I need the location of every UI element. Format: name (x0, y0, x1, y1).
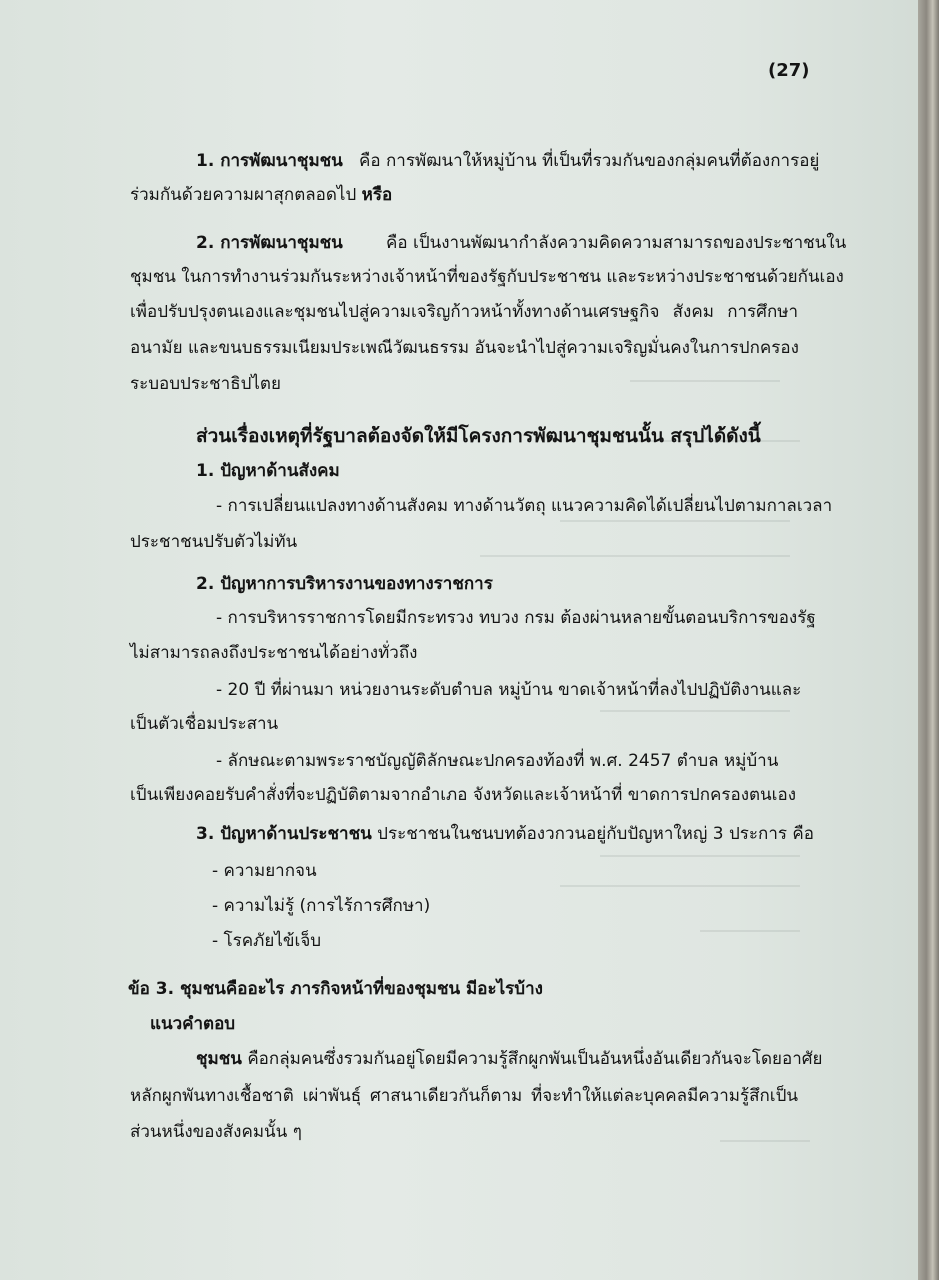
definition-2-label: 2. การพัฒนาชุมชน (196, 233, 343, 253)
problem-1-line-1: - การเปลี่ยนแปลงทางด้านสังคม ทางด้านวัตถุ แนวความคิดได้เปลี่ยนไปตามกาลเวลา (216, 496, 833, 516)
problem-2-title: 2. ปัญหาการบริหารงานของทางราชการ (196, 574, 493, 594)
definition-2-line-1 (196, 232, 846, 254)
problem-2b-line-2: เป็นตัวเชื่อมประสาน (130, 714, 279, 734)
problem-2c-line-2: เป็นเพียงคอยรับคำสั่งที่จะปฏิบัติตามจากอำเภอ จังหวัดและเจ้าหน้าที่ ขาดการปกครองตนเอง (130, 785, 796, 805)
bleed-through-mark (720, 1140, 810, 1142)
bleed-through-mark (480, 555, 790, 557)
definition-1-text: คือ การพัฒนาให้หมู่บ้าน ที่เป็นที่รวมกันของกลุ่มคนที่ต้องการอยู่ (359, 151, 820, 171)
bleed-through-mark (700, 930, 800, 932)
bleed-through-mark (600, 710, 790, 712)
definition-2-text: คือ เป็นงานพัฒนากำลังความคิดความสามารถของประชาชนใน (386, 233, 847, 253)
problem-3-text: ประชาชนในชนบทต้องวกวนอยู่กับปัญหาใหญ่ 3 ประการ คือ (377, 824, 814, 844)
bleed-through-mark (560, 520, 790, 522)
problem-3-title: 3. ปัญหาด้านประชาชน (196, 824, 372, 844)
problem-3-item-poverty: - ความยากจน (212, 861, 317, 881)
bleed-through-mark (560, 885, 800, 887)
problem-2a-line-1: - การบริหารราชการโดยมีกระทรวง ทบวง กรม ต้องผ่านหลายขั้นตอนบริการของรัฐ (216, 608, 816, 628)
problem-2c-line-1: - ลักษณะตามพระราชบัญญัติลักษณะปกครองท้องที่ พ.ศ. 2457 ตำบล หมู่บ้าน (216, 751, 779, 771)
definition-2-line-4: อนามัย และขนบธรรมเนียมประเพณีวัฒนธรรม อันจะนำไปสู่ความเจริญมั่นคงในการปกครอง (130, 338, 799, 358)
bleed-through-mark (630, 380, 780, 382)
problem-3-item-ignorance: - ความไม่รู้ (การไร้การศึกษา) (212, 896, 431, 916)
definition-2-line-3: เพื่อปรับปรุงตนเองและชุมชนไปสู่ความเจริญก้าวหน้าทั้งทางด้านเศรษฐกิจ สังคม การศึกษา (130, 302, 798, 322)
problem-2b-line-1: - 20 ปี ที่ผ่านมา หน่วยงานระดับตำบล หมู่บ้าน ขาดเจ้าหน้าที่ลงไปปฏิบัติงานและ (216, 680, 802, 700)
definition-1-text-cont: ร่วมกันด้วยความผาสุกตลอดไป (130, 185, 357, 205)
bleed-through-mark (600, 855, 800, 857)
problem-1-line-2: ประชาชนปรับตัวไม่ทัน (130, 532, 298, 552)
definition-2-line-5: ระบอบประชาธิปไตย (130, 374, 281, 394)
community-term: ชุมชน (196, 1049, 242, 1069)
question-3: ข้อ 3. ชุมชนคืออะไร ภารกิจหน้าที่ของชุมชน มีอะไรบ้าง (128, 979, 543, 999)
problem-3-line (196, 823, 814, 845)
community-definition-line-2: หลักผูกพันทางเชื้อชาติ เผ่าพันธุ์ ศาสนาเดียวกันก็ตาม ที่จะทำให้แต่ละบุคคลมีความรู้สึกเป็น (130, 1086, 798, 1106)
definition-1-label: 1. การพัฒนาชุมชน (196, 151, 343, 171)
problem-1-title: 1. ปัญหาด้านสังคม (196, 461, 340, 481)
section-heading: ส่วนเรื่องเหตุที่รัฐบาลต้องจัดให้มีโครงการพัฒนาชุมชนนั้น สรุปได้ดังนี้ (196, 425, 761, 447)
problem-2a-line-2: ไม่สามารถลงถึงประชาชนได้อย่างทั่วถึง (130, 643, 418, 663)
community-definition-text: คือกลุ่มคนซึ่งรวมกันอยู่โดยมีความรู้สึกผูกพันเป็นอันหนึ่งอันเดียวกันจะโดยอาศัย (247, 1049, 823, 1069)
community-definition-line-3: ส่วนหนึ่งของสังคมนั้น ๆ (130, 1122, 302, 1142)
community-definition-line-1 (196, 1048, 823, 1070)
definition-1-line-2 (130, 184, 392, 206)
or-word: หรือ (361, 185, 393, 205)
page-number: (27) (768, 60, 810, 81)
definition-1-line-1 (196, 150, 819, 172)
page-stack-edge (918, 0, 939, 1280)
problem-3-item-disease: - โรคภัยไข้เจ็บ (212, 931, 322, 951)
answer-guideline-label: แนวคำตอบ (150, 1014, 236, 1034)
definition-2-line-2: ชุมชน ในการทำงานร่วมกันระหว่างเจ้าหน้าที่ของรัฐกับประชาชน และระหว่างประชาชนด้วยกันเอง (130, 267, 844, 287)
